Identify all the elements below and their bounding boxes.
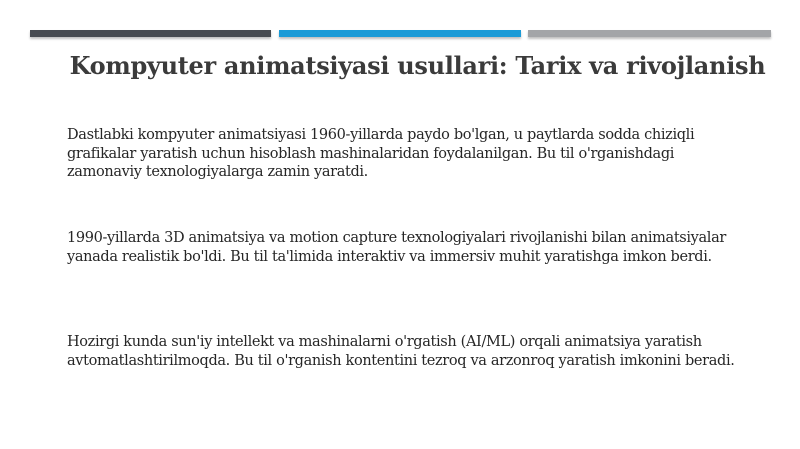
decorative-top-bars [30,30,771,38]
top-bar-gray [528,30,771,37]
paragraph-line: zamonaviy texnologiyalarga zamin yaratdi. [67,164,368,180]
paragraph-3 [67,333,767,370]
paragraph-line: 1990-yillarda 3D animatsiya va motion capture texnologiyalari rivojlanishi bilan animatsiyalar [67,230,726,246]
paragraph-line: avtomatlashtirilmoqda. Bu til o'rganish kontentini tezroq va arzonroq yaratish imkonini beradi. [67,352,735,369]
paragraph-line: grafikalar yaratish uchun hisoblash mashinalaridan foydalanilgan. Bu til o'rganishdagi [67,145,675,162]
top-bar-blue [279,30,521,37]
paragraph-1 [67,126,767,182]
paragraph-line: Dastlabki kompyuter animatsiyasi 1960-yillarda paydo bo'lgan, u paytlarda sodda chiziqli [67,127,695,143]
paragraph-2 [67,229,767,266]
paragraph-line: Hozirgi kunda sun'iy intellekt va mashinalarni o'rgatish (AI/ML) orqali animatsiya yaratish [67,334,702,350]
top-bar-dark [30,30,271,37]
paragraph-line: yanada realistik bo'ldi. Bu til ta'limida interaktiv va immersiv muhit yaratishga imkon berdi. [67,248,712,265]
slide-title: Kompyuter animatsiyasi usullari: Tarix va rivojlanish [69,51,766,80]
